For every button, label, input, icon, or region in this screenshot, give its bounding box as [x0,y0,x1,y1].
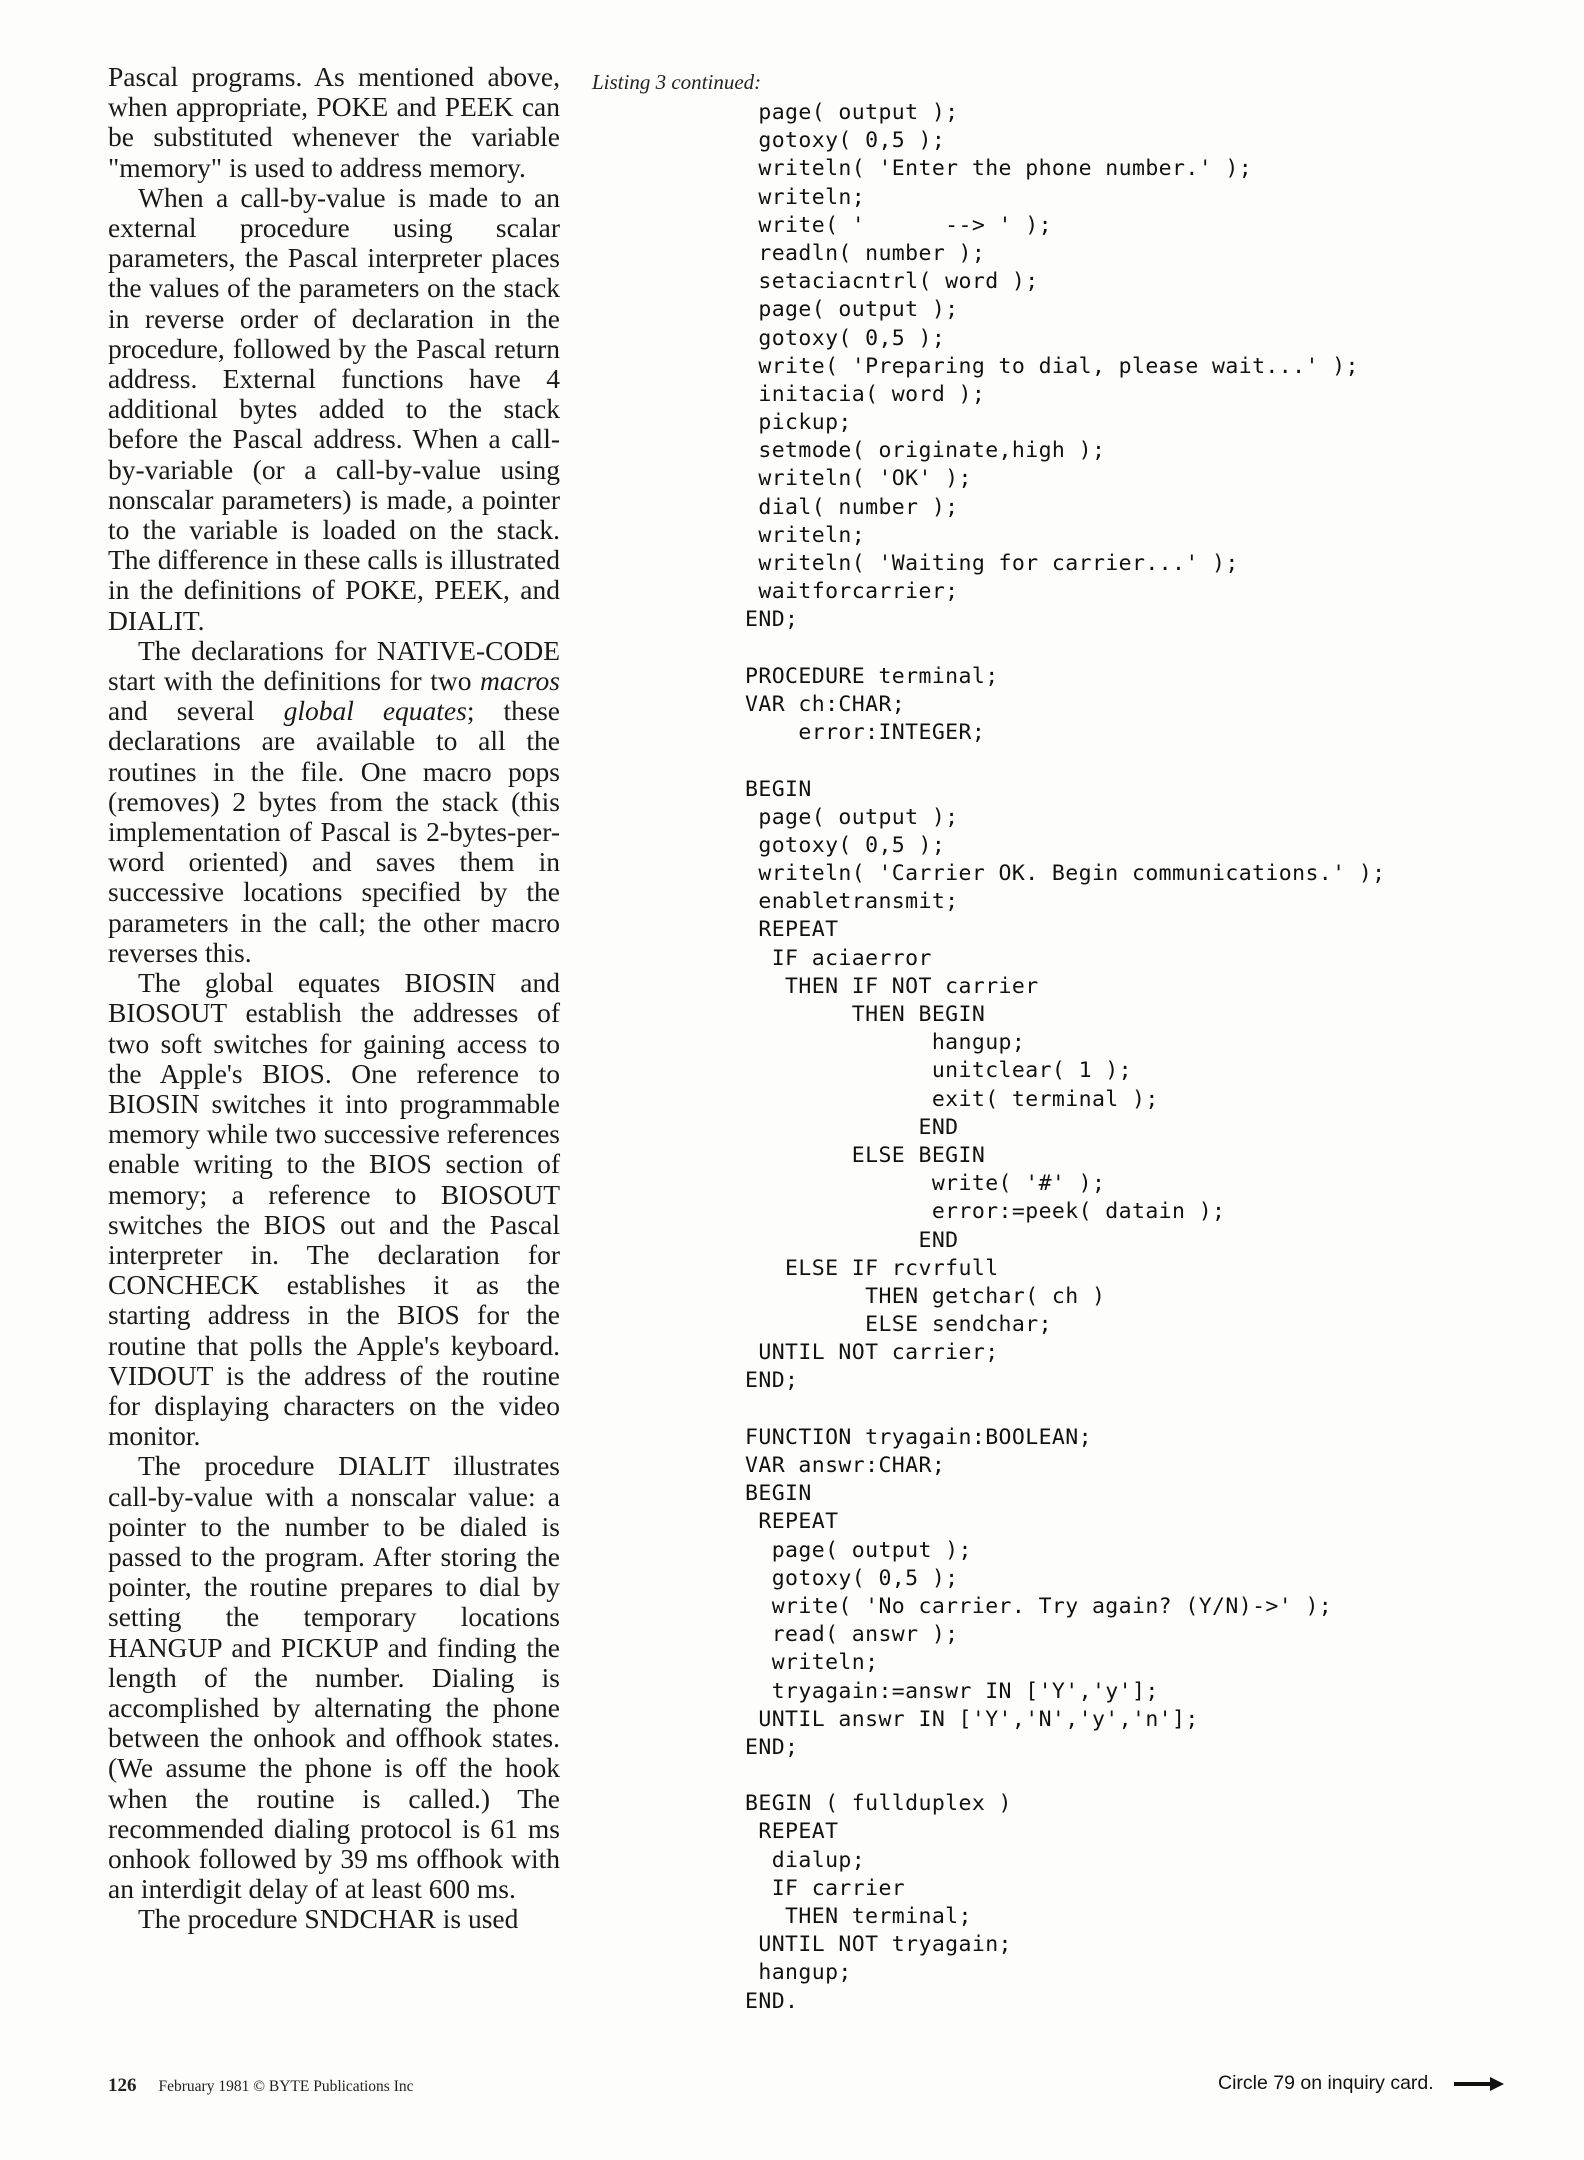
code-line: IF carrier [745,1875,906,1901]
code-line: readln( number ); [745,240,986,266]
paragraph-3-text-a: The declarations for NATIVE-CODE start with the definitions for two [108,634,560,697]
page-footer [108,2075,414,2097]
code-line: page( output ); [745,100,959,125]
paragraph-6: The procedure SNDCHAR is used [138,1903,519,1935]
code-line: page( output ); [745,804,959,830]
code-line: page( output ); [745,297,959,323]
code-line: ELSE sendchar; [745,1312,1052,1338]
code-line: ELSE BEGIN [745,1142,986,1168]
code-line: BEGIN [745,1481,812,1507]
code-line [745,1762,1545,1790]
code-line: write( 'No carrier. Try again? (Y/N)->' ); [745,1593,1333,1619]
code-line: gotoxy( 0,5 ); [745,325,946,351]
code-line: BEGIN [745,776,812,802]
paragraph-3-text-b: and several [108,695,284,727]
code-line: setmode( originate,high ); [745,438,1106,464]
code-line: tryagain:=answr IN ['Y','y']; [745,1678,1159,1704]
code-line: END [745,1114,959,1140]
code-line: END; [745,1734,799,1760]
code-line: error:INTEGER; [745,720,986,746]
code-line: FUNCTION tryagain:BOOLEAN; [745,1424,1092,1450]
paragraph-4: The global equates BIOSIN and BIOSOUT establish the addresses of two soft switches for gaining access to the Apple's BIOS. One reference to BIOSIN switches it into programmable memory while two successive references enable writing to the BIOS section of memory; a reference to BIOSOUT switches the BIOS out and the Pascal interpreter in. The declaration for CONCHECK establishes it as the starting address in the BIOS for the routine that polls the Apple's keyboard. VIDOUT is the address of the routine for displaying characters on the video monitor. [108,967,560,1452]
code-line: END; [745,1368,799,1394]
code-line: writeln; [745,1650,879,1676]
code-line: REPEAT [745,1819,839,1845]
code-line: write( '#' ); [745,1171,1106,1197]
code-line: UNTIL NOT tryagain; [745,1932,1012,1958]
code-line: writeln( 'Waiting for carrier...' ); [745,551,1239,576]
code-line: BEGIN ( fullduplex ) [745,1791,1012,1817]
code-line: hangup; [745,1960,852,1986]
page-number: 126 [108,2075,137,2096]
code-line: VAR answr:CHAR; [745,1453,946,1478]
code-line [745,635,1545,663]
code-line: writeln( 'OK' ); [745,466,972,492]
code-line: page( output ); [745,1537,972,1563]
code-line: write( 'Preparing to dial, please wait...' ); [745,353,1359,379]
issue-line: February 1981 © BYTE Publications Inc [158,2078,414,2095]
code-line: PROCEDURE terminal; [745,663,999,689]
paragraph-2: When a call-by-value is made to an external procedure using scalar parameters, the Pascal interpreter places the values of the parameters on the stack in reverse order of declaration in the procedure, followed by the Pascal return address. External functions have 4 additional bytes added to the stack before the Pascal address. When a call-by-variable (or a call-by-value using nonscalar parameters) is made, a pointer to the variable is loaded on the stack. The difference in these calls is illustrated in the definitions of POKE, PEEK, and DIALIT. [108,181,560,636]
code-line [745,1396,1545,1424]
code-line: END. [745,1988,799,2014]
code-line [745,747,1545,775]
inquiry-note [1218,2072,1504,2095]
code-line: hangup; [745,1030,1026,1056]
code-line: error:=peek( datain ); [745,1199,1226,1225]
code-line: THEN BEGIN [745,1002,986,1027]
code-line: writeln( 'Carrier OK. Begin communications.' ); [745,861,1386,887]
paragraph-1: Pascal programs. As mentioned above, when appropriate, POKE and PEEK can be substituted whenever the variable "memory" is used to address memory. [108,61,560,183]
code-line: REPEAT [745,1509,839,1535]
code-line: exit( terminal ); [745,1086,1159,1112]
code-line: write( ' --> ' ); [745,212,1052,238]
paragraph-3-text-c: ; these declarations are available to all the routines in the file. One macro pops (removes) 2 bytes from the stack (this implementation of Pascal is 2-bytes-per-word oriented) and saves them in successive locations specified by the parameters in the call; the other macro reverses this. [108,695,560,968]
code-line: enabletransmit; [745,889,959,915]
code-line: pickup; [745,410,852,436]
code-line: END; [745,607,799,633]
inquiry-text: Circle 79 on inquiry card. [1218,2072,1434,2094]
code-line: gotoxy( 0,5 ); [745,1565,959,1591]
code-line: writeln; [745,184,866,210]
code-line: writeln( 'Enter the phone number.' ); [745,156,1253,182]
code-line: UNTIL NOT carrier; [745,1340,999,1366]
code-line: initacia( word ); [745,381,986,407]
code-line: read( answr ); [745,1622,959,1648]
code-line: REPEAT [745,917,839,943]
code-line: waitforcarrier; [745,579,959,605]
code-line: gotoxy( 0,5 ); [745,832,946,858]
code-line: setaciacntrl( word ); [745,269,1039,295]
code-listing [745,99,1545,2016]
article-text-column [108,62,560,1935]
code-line: dial( number ); [745,494,959,520]
code-line: VAR ch:CHAR; [745,691,906,717]
code-line: THEN getchar( ch ) [745,1283,1106,1309]
code-line: gotoxy( 0,5 ); [745,128,946,154]
arrow-right-icon [1454,2077,1504,2091]
code-line: unitclear( 1 ); [745,1058,1132,1084]
code-line: IF aciaerror [745,945,932,971]
paragraph-3-macros: macros [480,665,560,697]
code-line: dialup; [745,1847,866,1873]
paragraph-3 [108,636,560,968]
code-line: UNTIL answr IN ['Y','N','y','n']; [745,1706,1199,1732]
code-line: ELSE IF rcvrfull [745,1255,999,1281]
code-line: writeln; [745,522,866,548]
paragraph-5: The procedure DIALIT illustrates call-by-value with a nonscalar value: a pointer to the number to be dialed is passed to the program. After storing the pointer, the routine prepares to dial by setting the temporary locations HANGUP and PICKUP and finding the length of the number. Dialing is accomplished by alternating the phone between the onhook and offhook states. (We assume the phone is off the hook when the routine is called.) The recommended dialing protocol is 61 ms onhook followed by 39 ms offhook with an interdigit delay of at least 600 ms. [108,1450,560,1905]
paragraph-3-global-equates: global equates [283,695,467,727]
code-line: THEN IF NOT carrier [745,973,1039,999]
code-line: END [745,1227,959,1253]
code-line: THEN terminal; [745,1904,972,1929]
listing-caption: Listing 3 continued: [592,70,762,94]
